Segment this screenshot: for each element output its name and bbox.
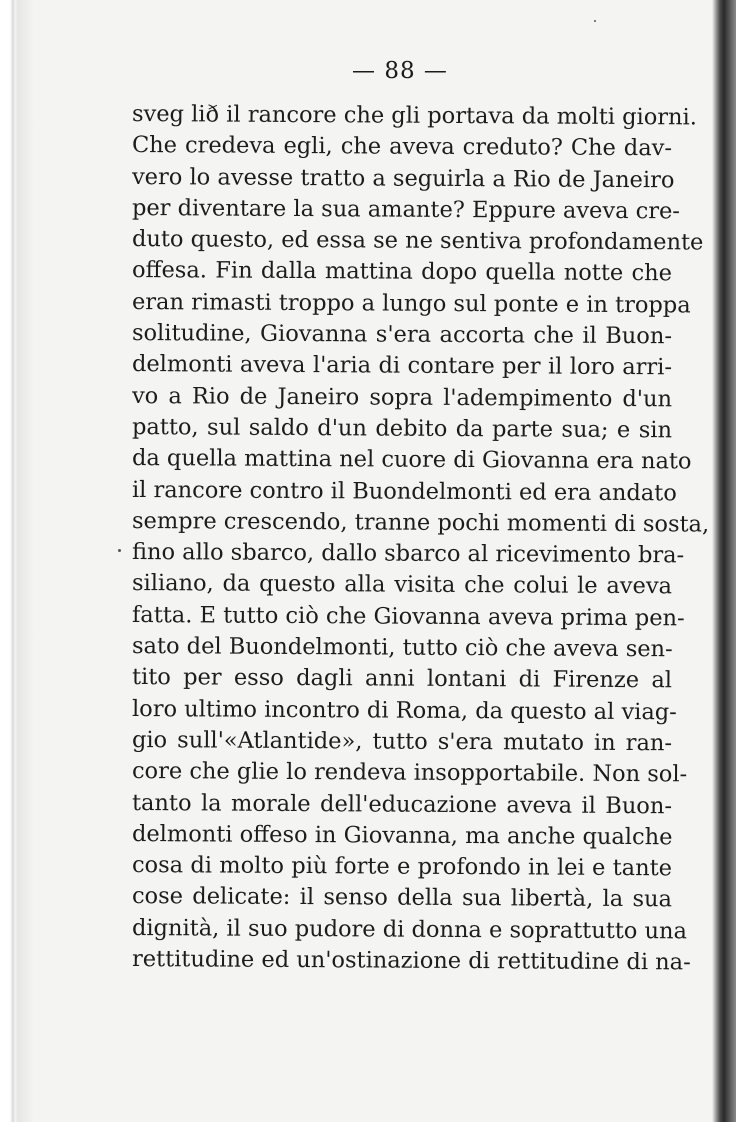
text-line: delmonti aveva l'aria di contare per il loro arri- xyxy=(131,351,673,381)
text-line: rettitudine ed un'ostinazione di rettitudine di na- xyxy=(131,946,691,976)
text-line: solitudine, Giovanna s'era accorta che il Buon- xyxy=(131,320,673,350)
text-line: core che glie lo rendeva insopportabile. Non sol- xyxy=(131,758,688,788)
text-line: dignità, il suo pudore di donna e soprattutto una xyxy=(131,914,688,945)
page-gutter xyxy=(0,0,34,1122)
text-line: loro ultimo incontro di Roma, da questo al viag- xyxy=(131,695,677,725)
text-line: gio sull'«Atlantide», tutto s'era mutato in ran- xyxy=(131,726,673,757)
text-line: eran rimasti troppo a lungo sul ponte e in troppa xyxy=(131,288,691,319)
text-line: delmonti offeso in Giovanna, ma anche qualche xyxy=(131,820,673,851)
text-line: sveg lið il rancore che gli portava da molti giorni. xyxy=(131,101,697,131)
text-line: vero lo avesse tratto a seguirla a Rio de Janeiro xyxy=(131,163,675,193)
page-number: — 88 — xyxy=(352,58,448,84)
body-text xyxy=(131,99,710,976)
text-line: fino allo sbarco, dallo sbarco al ricevimento bra- xyxy=(131,539,685,569)
paper-speck xyxy=(118,549,121,552)
text-line: Che credeva egli, che aveva creduto? Che dav- xyxy=(131,132,673,162)
text-line: cosa di molto più forte e profondo in lei e tante xyxy=(131,852,673,882)
text-line: duto questo, ed essa se ne sentiva profondamente xyxy=(131,226,704,256)
text-line: tito per esso dagli anni lontani di Firenze al xyxy=(131,664,673,694)
text-line: vo a Rio de Janeiro sopra l'adempimento d'un xyxy=(131,382,673,412)
text-line: offesa. Fin dalla mattina dopo quella notte che xyxy=(131,257,673,287)
text-line: siliano, da questo alla visita che colui le aveva xyxy=(131,570,673,600)
text-line: tanto la morale dell'educazione aveva il Buon- xyxy=(131,789,673,819)
text-line: cose delicate: il senso della sua libertà, la sua xyxy=(131,883,673,913)
text-line: sempre crescendo, tranne pochi momenti di sosta, xyxy=(131,507,710,538)
text-line: patto, sul saldo d'un debito da parte sua; e sin xyxy=(131,413,673,444)
text-line: da quella mattina nel cuore di Giovanna era nato xyxy=(131,445,692,475)
text-line: fatta. E tutto ciò che Giovanna aveva prima pen- xyxy=(131,601,685,632)
page-edge-shadow xyxy=(712,0,736,1122)
paper-speck xyxy=(594,20,596,22)
text-line: sato del Buondelmonti, tutto ciò che aveva sen- xyxy=(131,633,673,663)
text-line: il rancore contro il Buondelmonti ed era andato xyxy=(131,476,677,506)
text-line: per diventare la sua amante? Eppure aveva cre- xyxy=(131,194,681,225)
